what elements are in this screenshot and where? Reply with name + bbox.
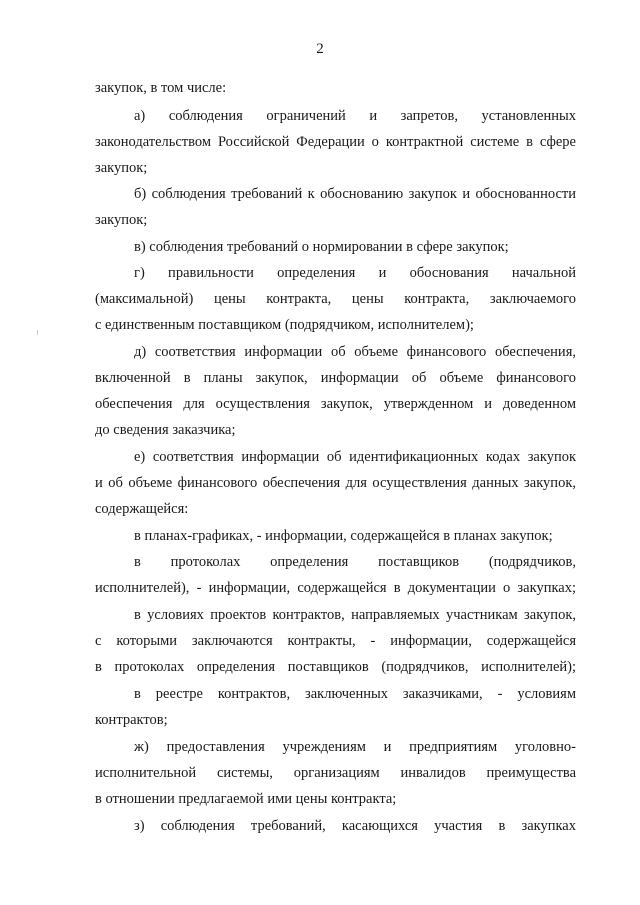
text-line: г) правильности определения и обоснования начальной bbox=[134, 265, 576, 281]
text-line: а) соблюдения ограничений и запретов, установленных bbox=[134, 108, 576, 124]
text-line: д) соответствия информации об объеме финансового обеспечения, bbox=[134, 344, 576, 360]
text-line: содержащейся: bbox=[95, 501, 189, 517]
text-line: законодательством Российской Федерации о контрактной системе в сфере bbox=[95, 134, 576, 150]
text-line: с которыми заключаются контракты, - информации, содержащейся bbox=[95, 633, 576, 649]
text-line: включенной в планы закупок, информации об объеме финансового bbox=[95, 370, 576, 386]
page-number: 2 bbox=[316, 41, 324, 57]
text-line: исполнителей), - информации, содержащейся в документации о закупках; bbox=[95, 580, 576, 596]
text-line: в протоколах определения поставщиков (подрядчиков, bbox=[134, 554, 576, 570]
text-line: в отношении предлагаемой ими цены контракта; bbox=[95, 791, 397, 807]
text-line: и об объеме финансового обеспечения для осуществления данных закупок, bbox=[95, 475, 576, 491]
text-line: до сведения заказчика; bbox=[95, 422, 236, 438]
text-line: закупок; bbox=[95, 160, 148, 176]
text-line: в реестре контрактов, заключенных заказчиками, - условиям bbox=[134, 686, 576, 702]
text-line: закупок; bbox=[95, 212, 148, 228]
text-line: (максимальной) цены контракта, цены контракта, заключаемого bbox=[95, 291, 576, 307]
text-line: в планах-графиках, - информации, содержащейся в планах закупок; bbox=[134, 528, 553, 544]
text-line: исполнительной системы, организациям инвалидов преимущества bbox=[95, 765, 576, 781]
scan-mark bbox=[37, 330, 38, 335]
text-line: закупок, в том числе: bbox=[95, 80, 227, 96]
text-line: обеспечения для осуществления закупок, утвержденном и доведенном bbox=[95, 396, 576, 412]
text-line: в протоколах определения поставщиков (подрядчиков, исполнителей); bbox=[95, 659, 576, 675]
text-line: б) соблюдения требований к обоснованию закупок и обоснованности bbox=[134, 186, 576, 202]
text-line: ж) предоставления учреждениям и предприятиям уголовно- bbox=[134, 739, 576, 755]
text-line: з) соблюдения требований, касающихся участия в закупках bbox=[134, 818, 576, 834]
text-line: контрактов; bbox=[95, 712, 168, 728]
text-line: е) соответствия информации об идентификационных кодах закупок bbox=[134, 449, 576, 465]
text-line: в условиях проектов контрактов, направляемых участникам закупок, bbox=[134, 607, 576, 623]
text-line: в) соблюдения требований о нормировании в сфере закупок; bbox=[134, 239, 509, 255]
text-line: с единственным поставщиком (подрядчиком, исполнителем); bbox=[95, 317, 474, 333]
